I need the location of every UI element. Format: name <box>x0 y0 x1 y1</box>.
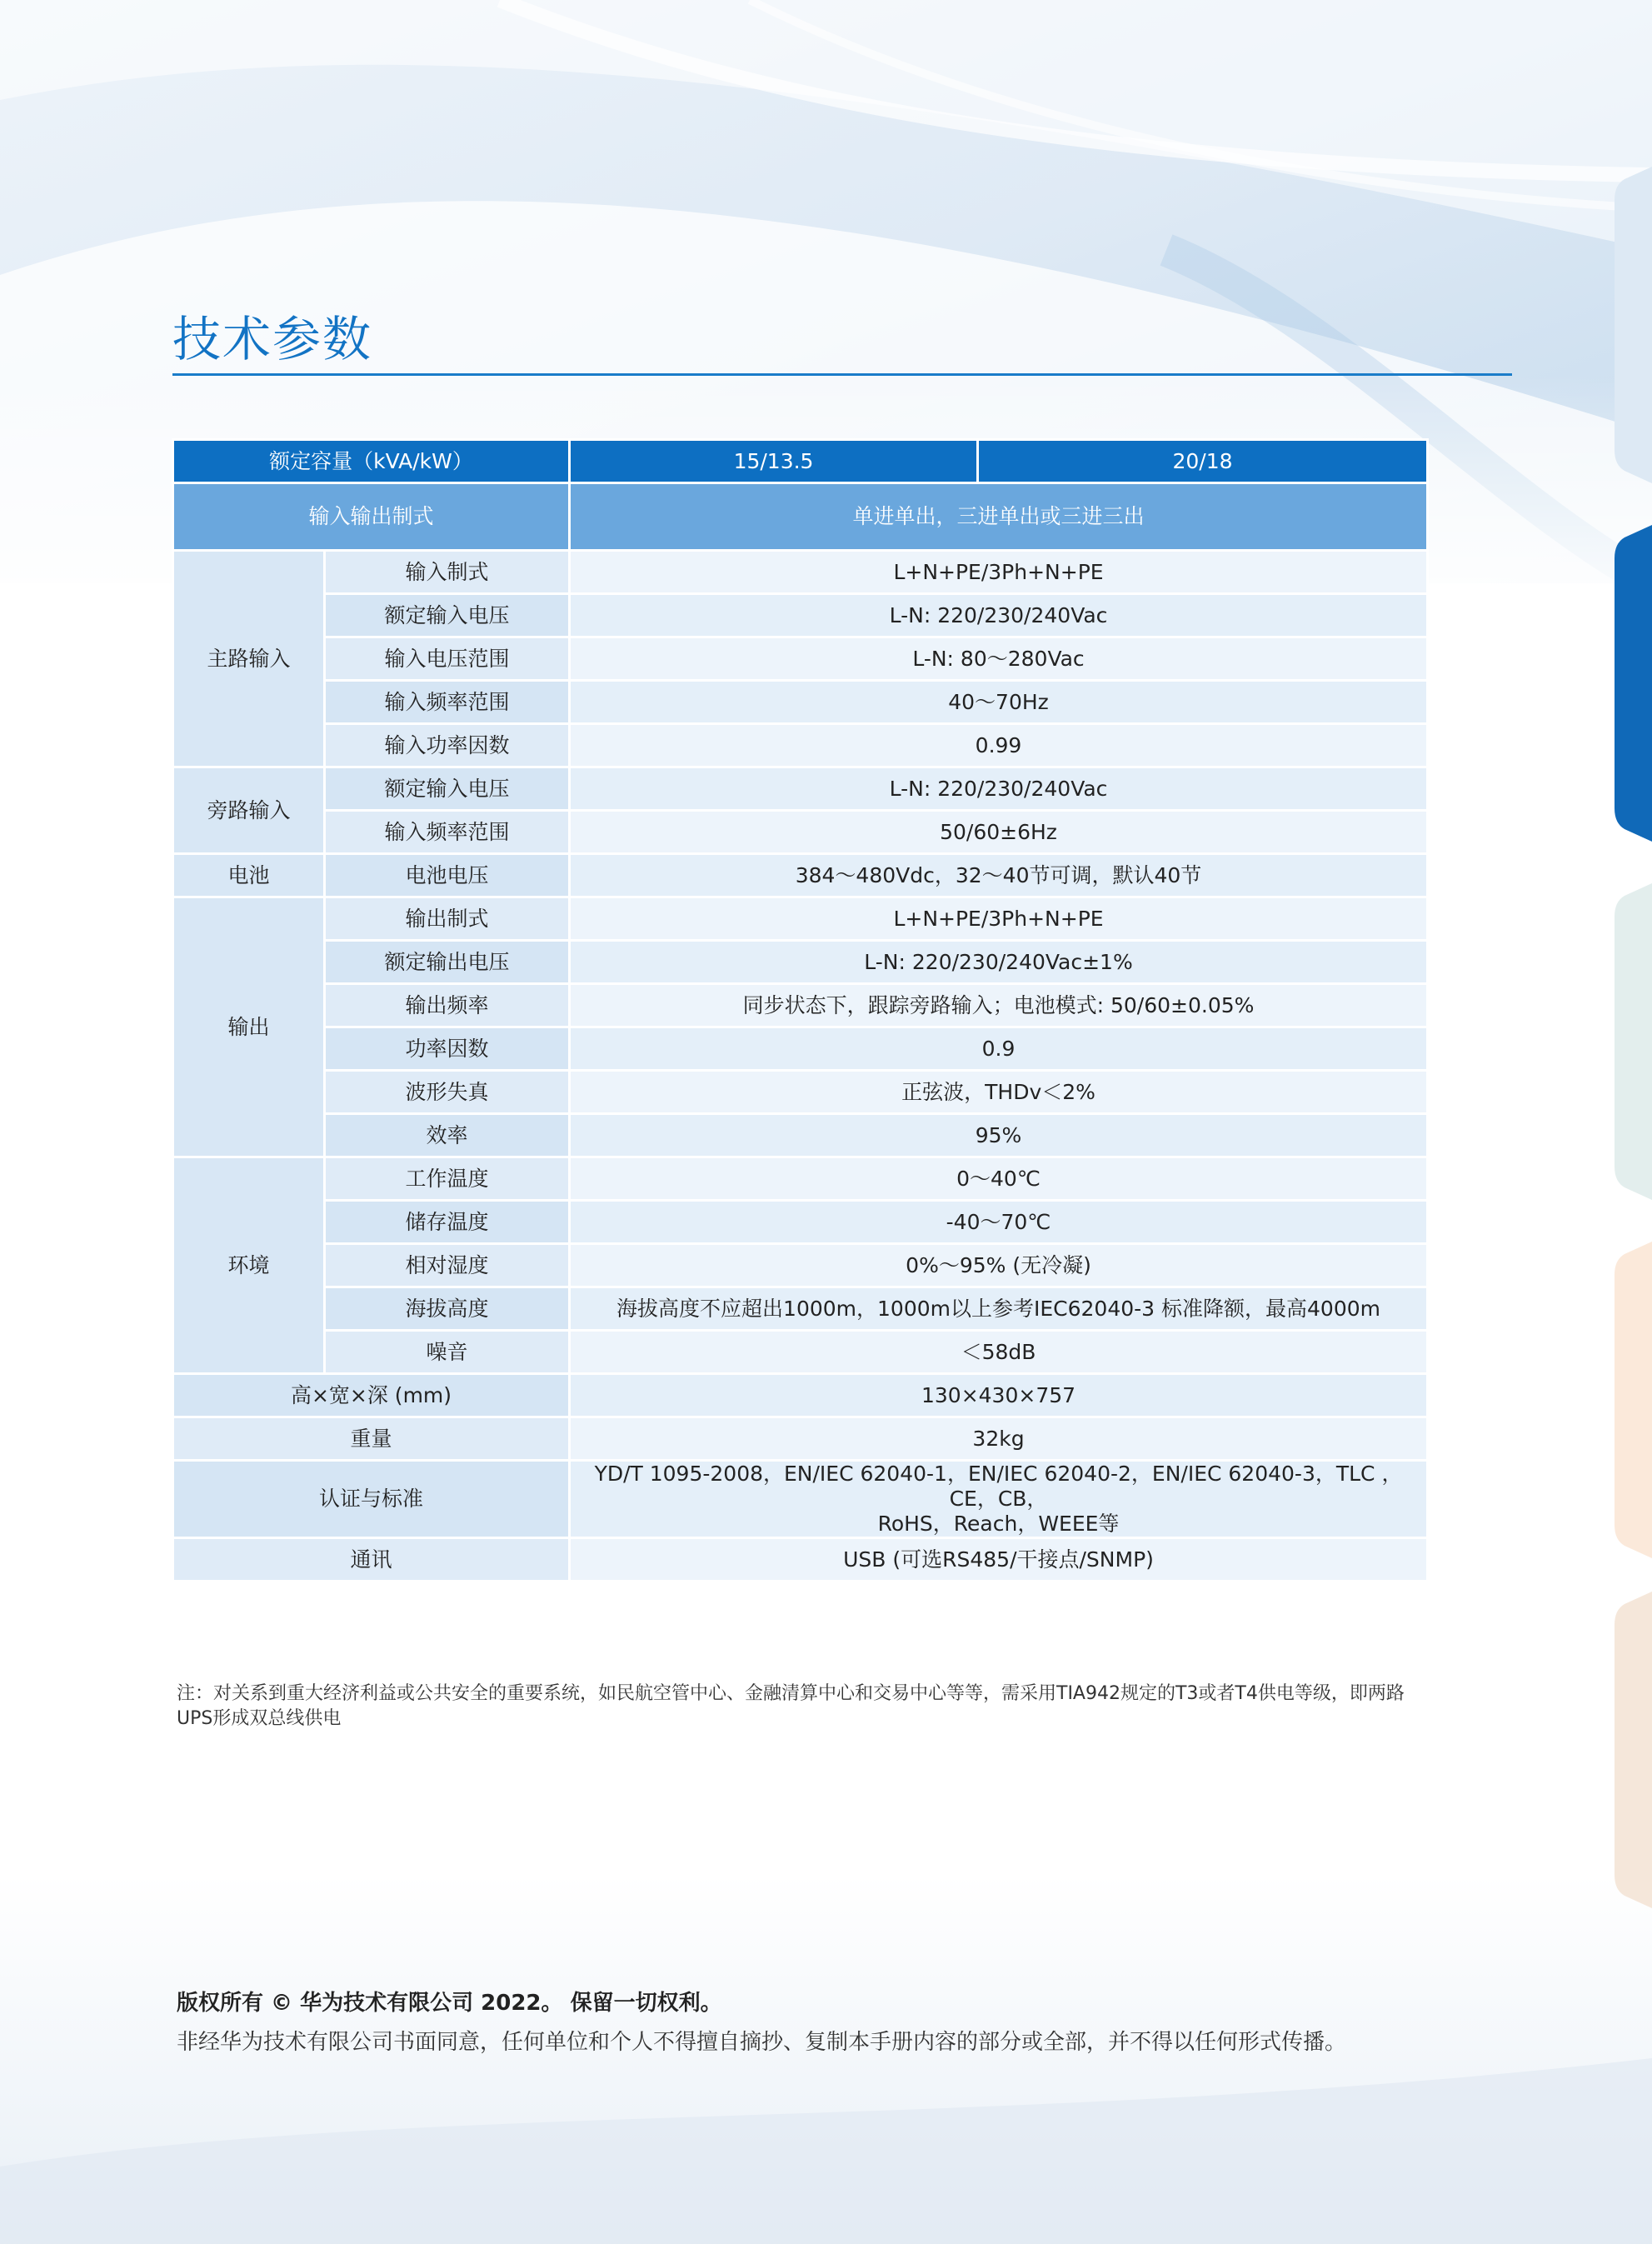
table-row <box>173 637 1428 681</box>
disclaimer-text: 非经华为技术有限公司书面同意，任何单位和个人不得擅自摘抄、复制本手册内容的部分或全部，并不得以任何形式传播。 <box>177 2030 1347 2055</box>
table-row <box>173 1027 1428 1071</box>
row-label: 噪音 <box>325 1331 570 1374</box>
table-header-row <box>173 440 1428 483</box>
table-row <box>173 854 1428 897</box>
row-value: 0.99 <box>570 724 1428 767</box>
row-label: 输入功率因数 <box>325 724 570 767</box>
table-row <box>173 1417 1428 1461</box>
row-label: 输入电压范围 <box>325 637 570 681</box>
row-label: 工作温度 <box>325 1157 570 1201</box>
table-io-mode-row <box>173 483 1428 551</box>
row-value: L-N: 220/230/240Vac <box>570 594 1428 637</box>
group-bypass-input: 旁路输入 <box>173 767 325 854</box>
table-row <box>173 1071 1428 1114</box>
group-environment: 环境 <box>173 1157 325 1374</box>
spec-table <box>172 438 1429 1582</box>
header-model-2: 20/18 <box>978 440 1428 483</box>
table-row <box>173 811 1428 854</box>
row-label: 额定输出电压 <box>325 941 570 984</box>
row-value: 50/60±6Hz <box>570 811 1428 854</box>
weight-label: 重量 <box>173 1417 570 1461</box>
communication-value: USB (可选RS485/干接点/SNMP) <box>570 1538 1428 1582</box>
table-row <box>173 551 1428 594</box>
table-row <box>173 1244 1428 1287</box>
table-row <box>173 1461 1428 1538</box>
row-value: -40～70℃ <box>570 1201 1428 1244</box>
row-value: ＜58dB <box>570 1331 1428 1374</box>
certification-value <box>570 1461 1428 1538</box>
header-capacity-label: 额定容量（kVA/kW） <box>173 440 570 483</box>
row-value: L+N+PE/3Ph+N+PE <box>570 897 1428 941</box>
table-row <box>173 1538 1428 1582</box>
certification-line-2: RoHS，Reach，WEEE等 <box>877 1512 1120 1536</box>
weight-value: 32kg <box>570 1417 1428 1461</box>
io-mode-value: 单进单出，三进单出或三进三出 <box>570 483 1428 551</box>
row-value: 0%～95% (无冷凝) <box>570 1244 1428 1287</box>
row-value: 海拔高度不应超出1000m，1000m以上参考IEC62040-3 标准降额，最高4000m <box>570 1287 1428 1331</box>
table-row <box>173 897 1428 941</box>
row-label: 输出频率 <box>325 984 570 1027</box>
table-row <box>173 1157 1428 1201</box>
table-row <box>173 681 1428 724</box>
table-row <box>173 1114 1428 1157</box>
copyright-text: 版权所有 © 华为技术有限公司 2022。 保留一切权利。 <box>177 1991 722 2016</box>
row-label: 输出制式 <box>325 897 570 941</box>
row-value: 384～480Vdc，32～40节可调，默认40节 <box>570 854 1428 897</box>
row-value: L-N: 80～280Vac <box>570 637 1428 681</box>
row-value: 0～40℃ <box>570 1157 1428 1201</box>
header-model-1: 15/13.5 <box>570 440 978 483</box>
row-label: 功率因数 <box>325 1027 570 1071</box>
row-label: 额定输入电压 <box>325 594 570 637</box>
table-row <box>173 1287 1428 1331</box>
row-label: 额定输入电压 <box>325 767 570 811</box>
row-label: 输入频率范围 <box>325 681 570 724</box>
table-row <box>173 1374 1428 1417</box>
row-label: 电池电压 <box>325 854 570 897</box>
page-title: 技术参数 <box>172 311 373 367</box>
table-row <box>173 1331 1428 1374</box>
row-value: L+N+PE/3Ph+N+PE <box>570 551 1428 594</box>
row-label: 效率 <box>325 1114 570 1157</box>
row-label: 储存温度 <box>325 1201 570 1244</box>
row-label: 相对湿度 <box>325 1244 570 1287</box>
certification-line-1: YD/T 1095-2008，EN/IEC 62040-1，EN/IEC 62040-2，EN/IEC 62040-3，TLC ，CE，CB， <box>594 1462 1403 1511</box>
dimensions-value: 130×430×757 <box>570 1374 1428 1417</box>
footnote: 注：对关系到重大经济利益或公共安全的重要系统，如民航空管中心、金融清算中心和交易中心等等，需采用TIA942规定的T3或者T4供电等级，即两路UPS形成双总线供电 <box>177 1683 1405 1729</box>
table-row <box>173 1201 1428 1244</box>
row-value: L-N: 220/230/240Vac <box>570 767 1428 811</box>
group-battery: 电池 <box>173 854 325 897</box>
table-row <box>173 941 1428 984</box>
row-label: 输入制式 <box>325 551 570 594</box>
certification-label: 认证与标准 <box>173 1461 570 1538</box>
table-row <box>173 984 1428 1027</box>
group-main-input: 主路输入 <box>173 551 325 767</box>
row-value: 95% <box>570 1114 1428 1157</box>
communication-label: 通讯 <box>173 1538 570 1582</box>
row-label: 输入频率范围 <box>325 811 570 854</box>
io-mode-label: 输入输出制式 <box>173 483 570 551</box>
dimensions-label: 高×宽×深 (mm) <box>173 1374 570 1417</box>
row-value: L-N: 220/230/240Vac±1% <box>570 941 1428 984</box>
row-value: 40～70Hz <box>570 681 1428 724</box>
table-row <box>173 724 1428 767</box>
row-label: 波形失真 <box>325 1071 570 1114</box>
row-value: 同步状态下，跟踪旁路输入；电池模式: 50/60±0.05% <box>570 984 1428 1027</box>
row-value: 正弦波，THDv＜2% <box>570 1071 1428 1114</box>
table-row <box>173 594 1428 637</box>
group-output: 输出 <box>173 897 325 1157</box>
row-value: 0.9 <box>570 1027 1428 1071</box>
table-row <box>173 767 1428 811</box>
row-label: 海拔高度 <box>325 1287 570 1331</box>
title-divider <box>172 373 1512 376</box>
